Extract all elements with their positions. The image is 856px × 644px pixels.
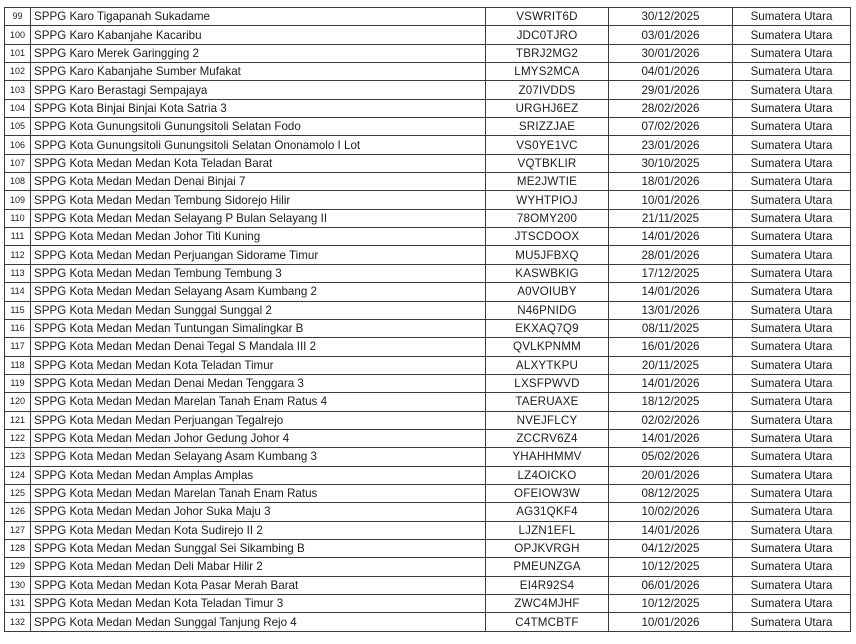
date-cell: 14/01/2026 <box>609 374 733 392</box>
sppg-name-cell: SPPG Kota Medan Medan Selayang Asam Kumbang 2 <box>31 283 486 301</box>
code-cell: ME2JWTIE <box>486 173 609 191</box>
table-row <box>5 374 851 392</box>
code-cell: MU5JFBXQ <box>486 246 609 264</box>
sppg-registration-table <box>4 7 851 632</box>
table-row <box>5 521 851 539</box>
row-number-cell: 122 <box>5 429 31 447</box>
code-cell: Z07IVDDS <box>486 81 609 99</box>
province-cell: Sumatera Utara <box>733 448 851 466</box>
sppg-name-cell: SPPG Kota Medan Medan Kota Teladan Barat <box>31 154 486 172</box>
date-cell: 14/01/2026 <box>609 228 733 246</box>
province-cell: Sumatera Utara <box>733 301 851 319</box>
row-number-cell: 102 <box>5 63 31 81</box>
table-row <box>5 173 851 191</box>
province-cell: Sumatera Utara <box>733 264 851 282</box>
code-cell: C4TMCBTF <box>486 613 609 631</box>
date-cell: 20/11/2025 <box>609 356 733 374</box>
date-cell: 04/12/2025 <box>609 539 733 557</box>
row-number-cell: 119 <box>5 374 31 392</box>
sppg-name-cell: SPPG Kota Medan Medan Johor Gedung Johor 4 <box>31 429 486 447</box>
date-cell: 10/01/2026 <box>609 613 733 631</box>
table-row <box>5 8 851 26</box>
sppg-name-cell: SPPG Kota Medan Medan Selayang P Bulan Selayang II <box>31 209 486 227</box>
province-cell: Sumatera Utara <box>733 503 851 521</box>
row-number-cell: 100 <box>5 26 31 44</box>
table-row <box>5 466 851 484</box>
province-cell: Sumatera Utara <box>733 26 851 44</box>
table-row <box>5 283 851 301</box>
date-cell: 07/02/2026 <box>609 118 733 136</box>
row-number-cell: 110 <box>5 209 31 227</box>
date-cell: 05/02/2026 <box>609 448 733 466</box>
sppg-name-cell: SPPG Kota Medan Medan Kota Sudirejo II 2 <box>31 521 486 539</box>
province-cell: Sumatera Utara <box>733 209 851 227</box>
row-number-cell: 130 <box>5 576 31 594</box>
table-row <box>5 246 851 264</box>
code-cell: YHAHHMMV <box>486 448 609 466</box>
sppg-name-cell: SPPG Kota Medan Medan Marelan Tanah Enam Ratus 4 <box>31 393 486 411</box>
province-cell: Sumatera Utara <box>733 576 851 594</box>
date-cell: 04/01/2026 <box>609 63 733 81</box>
province-cell: Sumatera Utara <box>733 558 851 576</box>
date-cell: 17/12/2025 <box>609 264 733 282</box>
row-number-cell: 129 <box>5 558 31 576</box>
row-number-cell: 116 <box>5 319 31 337</box>
province-cell: Sumatera Utara <box>733 356 851 374</box>
code-cell: QVLKPNMM <box>486 338 609 356</box>
code-cell: EI4R92S4 <box>486 576 609 594</box>
row-number-cell: 131 <box>5 595 31 613</box>
row-number-cell: 128 <box>5 539 31 557</box>
row-number-cell: 108 <box>5 173 31 191</box>
date-cell: 18/12/2025 <box>609 393 733 411</box>
row-number-cell: 117 <box>5 338 31 356</box>
table-body <box>5 8 851 632</box>
province-cell: Sumatera Utara <box>733 63 851 81</box>
province-cell: Sumatera Utara <box>733 338 851 356</box>
row-number-cell: 104 <box>5 99 31 117</box>
code-cell: ALXYTKPU <box>486 356 609 374</box>
code-cell: LMYS2MCA <box>486 63 609 81</box>
table-row <box>5 539 851 557</box>
table-row <box>5 503 851 521</box>
code-cell: NVEJFLCY <box>486 411 609 429</box>
table-row <box>5 136 851 154</box>
province-cell: Sumatera Utara <box>733 319 851 337</box>
code-cell: OPJKVRGH <box>486 539 609 557</box>
sppg-name-cell: SPPG Kota Medan Medan Sunggal Sunggal 2 <box>31 301 486 319</box>
date-cell: 14/01/2026 <box>609 283 733 301</box>
table-row <box>5 99 851 117</box>
table-row <box>5 44 851 62</box>
table-row <box>5 429 851 447</box>
sppg-name-cell: SPPG Kota Medan Medan Kota Teladan Timur 3 <box>31 595 486 613</box>
date-cell: 08/12/2025 <box>609 484 733 502</box>
date-cell: 10/01/2026 <box>609 191 733 209</box>
sppg-name-cell: SPPG Kota Medan Medan Tembung Sidorejo Hilir <box>31 191 486 209</box>
sppg-name-cell: SPPG Kota Medan Medan Tembung Tembung 3 <box>31 264 486 282</box>
date-cell: 14/01/2026 <box>609 521 733 539</box>
code-cell: KASWBKIG <box>486 264 609 282</box>
sppg-name-cell: SPPG Kota Medan Medan Perjuangan Tegalrejo <box>31 411 486 429</box>
row-number-cell: 125 <box>5 484 31 502</box>
table-row <box>5 26 851 44</box>
date-cell: 14/01/2026 <box>609 429 733 447</box>
date-cell: 18/01/2026 <box>609 173 733 191</box>
date-cell: 02/02/2026 <box>609 411 733 429</box>
province-cell: Sumatera Utara <box>733 484 851 502</box>
sppg-name-cell: SPPG Kota Medan Medan Tuntungan Simalingkar B <box>31 319 486 337</box>
table-row <box>5 319 851 337</box>
date-cell: 13/01/2026 <box>609 301 733 319</box>
date-cell: 29/01/2026 <box>609 81 733 99</box>
sppg-name-cell: SPPG Karo Berastagi Sempajaya <box>31 81 486 99</box>
sppg-name-cell: SPPG Kota Medan Medan Amplas Amplas <box>31 466 486 484</box>
date-cell: 10/12/2025 <box>609 595 733 613</box>
code-cell: VQTBKLIR <box>486 154 609 172</box>
row-number-cell: 126 <box>5 503 31 521</box>
code-cell: URGHJ6EZ <box>486 99 609 117</box>
date-cell: 30/01/2026 <box>609 44 733 62</box>
sppg-name-cell: SPPG Kota Binjai Binjai Kota Satria 3 <box>31 99 486 117</box>
sppg-name-cell: SPPG Kota Medan Medan Marelan Tanah Enam Ratus <box>31 484 486 502</box>
table-row <box>5 595 851 613</box>
sppg-name-cell: SPPG Kota Gunungsitoli Gunungsitoli Selatan Ononamolo I Lot <box>31 136 486 154</box>
row-number-cell: 120 <box>5 393 31 411</box>
sppg-name-cell: SPPG Kota Medan Medan Denai Tegal S Mandala III 2 <box>31 338 486 356</box>
date-cell: 03/01/2026 <box>609 26 733 44</box>
code-cell: AG31QKF4 <box>486 503 609 521</box>
code-cell: PMEUNZGA <box>486 558 609 576</box>
row-number-cell: 124 <box>5 466 31 484</box>
table-row <box>5 613 851 631</box>
sppg-name-cell: SPPG Kota Gunungsitoli Gunungsitoli Selatan Fodo <box>31 118 486 136</box>
sppg-name-cell: SPPG Kota Medan Medan Kota Pasar Merah Barat <box>31 576 486 594</box>
province-cell: Sumatera Utara <box>733 283 851 301</box>
row-number-cell: 103 <box>5 81 31 99</box>
table-row <box>5 301 851 319</box>
document-table-page <box>4 7 850 632</box>
row-number-cell: 107 <box>5 154 31 172</box>
date-cell: 28/01/2026 <box>609 246 733 264</box>
sppg-name-cell: SPPG Kota Medan Medan Selayang Asam Kumbang 3 <box>31 448 486 466</box>
table-row <box>5 81 851 99</box>
date-cell: 06/01/2026 <box>609 576 733 594</box>
sppg-name-cell: SPPG Kota Medan Medan Denai Medan Tenggara 3 <box>31 374 486 392</box>
province-cell: Sumatera Utara <box>733 411 851 429</box>
table-row <box>5 448 851 466</box>
code-cell: LJZN1EFL <box>486 521 609 539</box>
date-cell: 30/10/2025 <box>609 154 733 172</box>
province-cell: Sumatera Utara <box>733 8 851 26</box>
table-row <box>5 264 851 282</box>
row-number-cell: 123 <box>5 448 31 466</box>
province-cell: Sumatera Utara <box>733 173 851 191</box>
row-number-cell: 105 <box>5 118 31 136</box>
sppg-name-cell: SPPG Kota Medan Medan Deli Mabar Hilir 2 <box>31 558 486 576</box>
code-cell: VSWRIT6D <box>486 8 609 26</box>
date-cell: 16/01/2026 <box>609 338 733 356</box>
table-row <box>5 209 851 227</box>
table-row <box>5 228 851 246</box>
code-cell: EKXAQ7Q9 <box>486 319 609 337</box>
date-cell: 30/12/2025 <box>609 8 733 26</box>
table-row <box>5 154 851 172</box>
code-cell: LZ4OICKO <box>486 466 609 484</box>
row-number-cell: 106 <box>5 136 31 154</box>
date-cell: 28/02/2026 <box>609 99 733 117</box>
date-cell: 23/01/2026 <box>609 136 733 154</box>
province-cell: Sumatera Utara <box>733 191 851 209</box>
row-number-cell: 112 <box>5 246 31 264</box>
code-cell: TAERUAXE <box>486 393 609 411</box>
code-cell: ZWC4MJHF <box>486 595 609 613</box>
province-cell: Sumatera Utara <box>733 228 851 246</box>
row-number-cell: 114 <box>5 283 31 301</box>
sppg-name-cell: SPPG Kota Medan Medan Kota Teladan Timur <box>31 356 486 374</box>
province-cell: Sumatera Utara <box>733 595 851 613</box>
sppg-name-cell: SPPG Karo Tigapanah Sukadame <box>31 8 486 26</box>
sppg-name-cell: SPPG Karo Kabanjahe Sumber Mufakat <box>31 63 486 81</box>
province-cell: Sumatera Utara <box>733 393 851 411</box>
province-cell: Sumatera Utara <box>733 466 851 484</box>
code-cell: WYHTPIOJ <box>486 191 609 209</box>
code-cell: TBRJ2MG2 <box>486 44 609 62</box>
province-cell: Sumatera Utara <box>733 539 851 557</box>
sppg-name-cell: SPPG Karo Merek Garingging 2 <box>31 44 486 62</box>
province-cell: Sumatera Utara <box>733 154 851 172</box>
province-cell: Sumatera Utara <box>733 246 851 264</box>
row-number-cell: 113 <box>5 264 31 282</box>
date-cell: 21/11/2025 <box>609 209 733 227</box>
province-cell: Sumatera Utara <box>733 44 851 62</box>
table-row <box>5 191 851 209</box>
table-row <box>5 393 851 411</box>
code-cell: ZCCRV6Z4 <box>486 429 609 447</box>
province-cell: Sumatera Utara <box>733 81 851 99</box>
province-cell: Sumatera Utara <box>733 521 851 539</box>
code-cell: OFEIOW3W <box>486 484 609 502</box>
row-number-cell: 99 <box>5 8 31 26</box>
row-number-cell: 121 <box>5 411 31 429</box>
row-number-cell: 111 <box>5 228 31 246</box>
sppg-name-cell: SPPG Kota Medan Medan Sunggal Tanjung Rejo 4 <box>31 613 486 631</box>
table-row <box>5 356 851 374</box>
sppg-name-cell: SPPG Kota Medan Medan Perjuangan Sidorame Timur <box>31 246 486 264</box>
province-cell: Sumatera Utara <box>733 374 851 392</box>
date-cell: 10/02/2026 <box>609 503 733 521</box>
code-cell: 78OMY200 <box>486 209 609 227</box>
code-cell: JTSCDOOX <box>486 228 609 246</box>
table-row <box>5 576 851 594</box>
code-cell: N46PNIDG <box>486 301 609 319</box>
province-cell: Sumatera Utara <box>733 136 851 154</box>
row-number-cell: 109 <box>5 191 31 209</box>
row-number-cell: 115 <box>5 301 31 319</box>
province-cell: Sumatera Utara <box>733 613 851 631</box>
date-cell: 10/12/2025 <box>609 558 733 576</box>
code-cell: LXSFPWVD <box>486 374 609 392</box>
row-number-cell: 132 <box>5 613 31 631</box>
code-cell: VS0YE1VC <box>486 136 609 154</box>
sppg-name-cell: SPPG Karo Kabanjahe Kacaribu <box>31 26 486 44</box>
date-cell: 20/01/2026 <box>609 466 733 484</box>
table-row <box>5 118 851 136</box>
row-number-cell: 127 <box>5 521 31 539</box>
province-cell: Sumatera Utara <box>733 429 851 447</box>
table-row <box>5 484 851 502</box>
table-row <box>5 63 851 81</box>
province-cell: Sumatera Utara <box>733 99 851 117</box>
row-number-cell: 101 <box>5 44 31 62</box>
sppg-name-cell: SPPG Kota Medan Medan Denai Binjai 7 <box>31 173 486 191</box>
date-cell: 08/11/2025 <box>609 319 733 337</box>
table-row <box>5 558 851 576</box>
province-cell: Sumatera Utara <box>733 118 851 136</box>
code-cell: SRIZZJAE <box>486 118 609 136</box>
row-number-cell: 118 <box>5 356 31 374</box>
sppg-name-cell: SPPG Kota Medan Medan Johor Suka Maju 3 <box>31 503 486 521</box>
sppg-name-cell: SPPG Kota Medan Medan Johor Titi Kuning <box>31 228 486 246</box>
table-row <box>5 411 851 429</box>
code-cell: JDC0TJRO <box>486 26 609 44</box>
code-cell: A0VOIUBY <box>486 283 609 301</box>
table-row <box>5 338 851 356</box>
sppg-name-cell: SPPG Kota Medan Medan Sunggal Sei Sikambing B <box>31 539 486 557</box>
